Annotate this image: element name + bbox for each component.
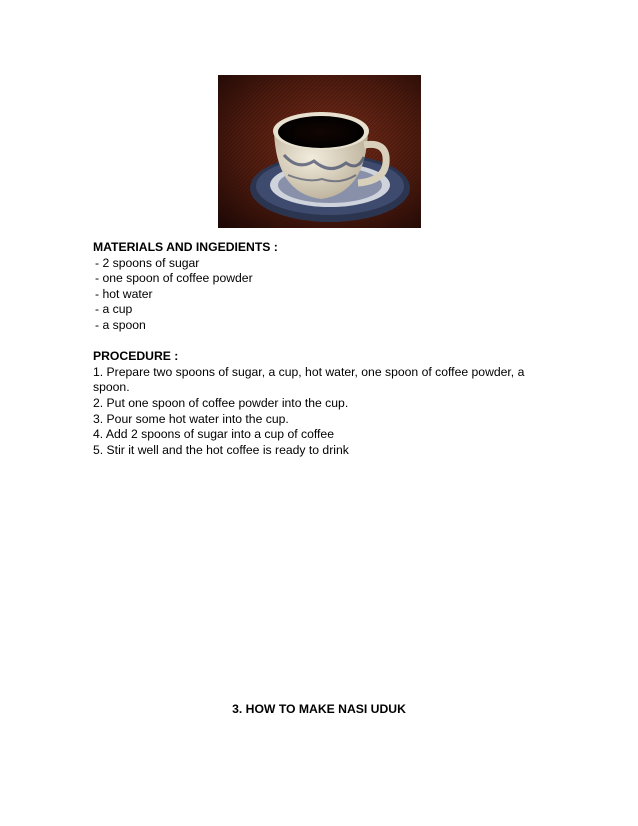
list-item: - one spoon of coffee powder [95,271,253,286]
list-item: - hot water [95,286,153,301]
list-item: 5. Stir it well and the hot coffee is ready to drink [93,442,349,457]
procedure-heading: PROCEDURE : [93,349,179,364]
recipe-content [93,240,563,458]
list-item: 3. Pour some hot water into the cup. [93,411,289,426]
list-item: 2. Put one spoon of coffee powder into the cup. [93,395,349,410]
materials-list [93,256,563,334]
list-item: - a spoon [95,317,146,332]
procedure-steps [93,365,563,459]
materials-heading: MATERIALS AND INGEDIENTS : [93,240,278,254]
spacer [93,334,563,350]
list-item: - 2 spoons of sugar [95,255,200,270]
list-item: 1. Prepare two spoons of sugar, a cup, hot water, one spoon of coffee powder, a spoon. [93,364,525,395]
list-item: 4. Add 2 spoons of sugar into a cup of coffee [93,427,334,442]
list-item: - a cup [95,302,133,317]
coffee-cup-image [218,75,421,228]
section-title: 3. HOW TO MAKE NASI UDUK [232,702,406,716]
coffee-cup-photo [218,75,421,228]
